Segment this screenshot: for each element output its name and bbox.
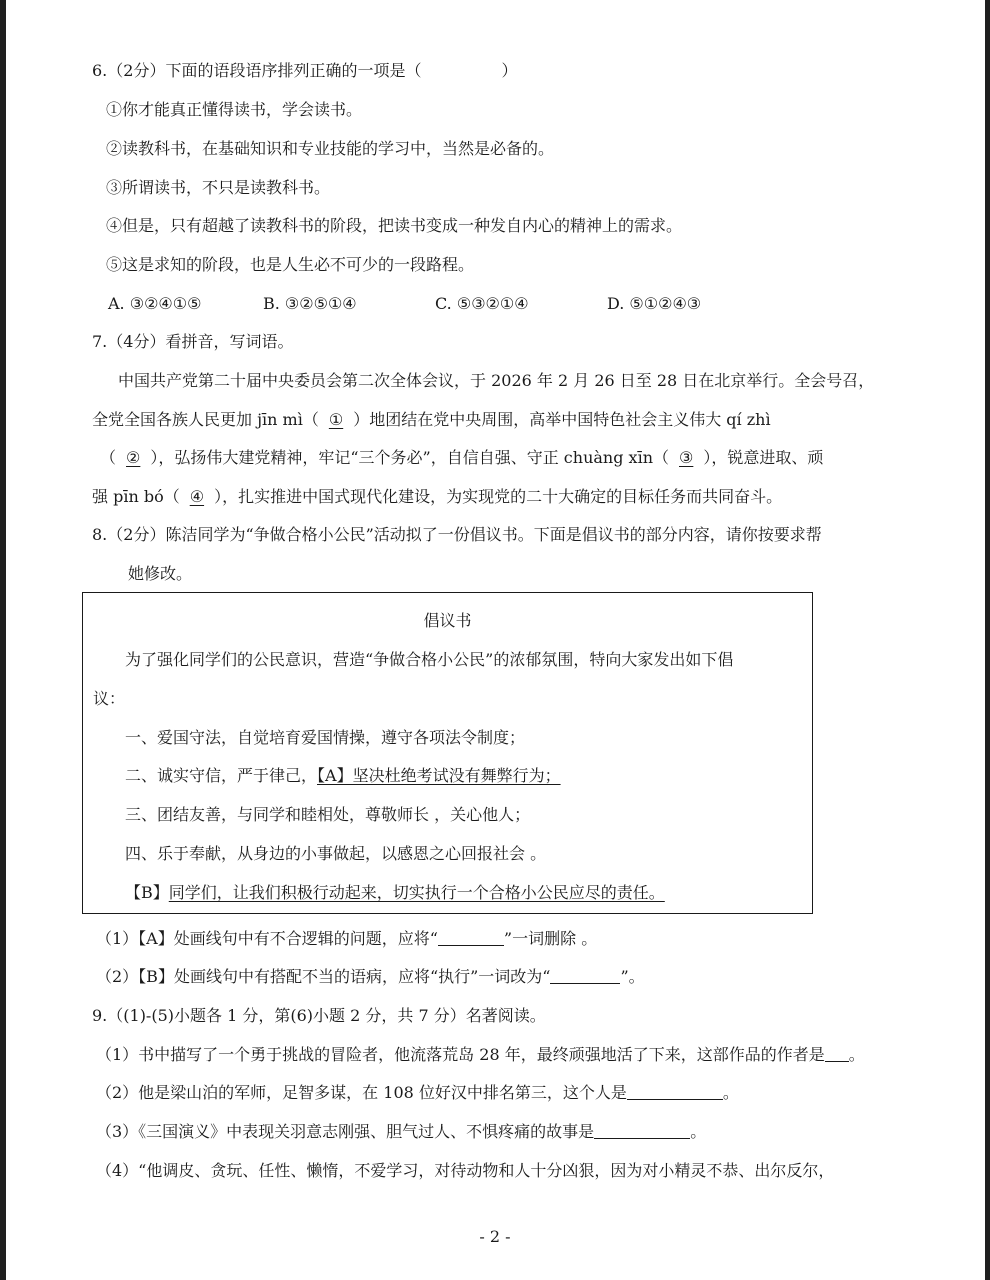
q7-blank-1: ① (328, 410, 344, 429)
q8-sub-2: （2）【B】处画线句中有搭配不当的语病，应将“执行”一词改为“ ”。 (96, 967, 645, 986)
left-scan-edge (0, 0, 6, 1280)
underlined-sentence-a: 【A】坚决杜绝考试没有舞弊行为； (317, 766, 561, 785)
q6-item-5: ⑤这是求知的阶段，也是人生必不可少的一段路程。 (106, 255, 475, 274)
q7-blank-4: ④ (189, 487, 205, 506)
q6-stem: 6.（2分）下面的语段语序排列正确的一项是（ ） (92, 61, 518, 80)
answer-blank[interactable] (594, 1122, 690, 1139)
q6-option-a: A. ③②④①⑤ (108, 294, 202, 313)
q6-option-b: B. ③②⑤①④ (263, 294, 357, 313)
proposal-point-1: 一、爱国守法，自觉培育爱国情操，遵守各项法令制度； (125, 728, 526, 747)
answer-blank[interactable] (550, 967, 620, 984)
answer-blank[interactable] (825, 1045, 849, 1062)
q6-item-2: ②读教科书，在基础知识和专业技能的学习中，当然是必备的。 (106, 139, 555, 158)
q9-sub-2: （2）他是梁山泊的军师，足智多谋，在 108 位好汉中排名第三，这个人是 。 (96, 1083, 739, 1102)
q8-sub-1: （1）【A】处画线句中有不合逻辑的问题，应将“ ”一词删除 。 (96, 929, 598, 948)
q7-line-4: 强 pīn bó（ ④ ），扎实推进中国式现代化建设，为实现党的二十大确定的目标任务而共同奋斗。 (92, 487, 783, 506)
underlined-sentence-b: 同学们，让我们积极行动起来，切实执行一个合格小公民应尽的责任。 (168, 883, 665, 902)
q7-blank-3: ③ (679, 448, 694, 467)
q9-sub-4: （4）“他调皮、贪玩、任性、懒惰，不爱学习，对待动物和人十分凶狠，因为对小精灵不恭、出尔反尔， (96, 1161, 835, 1180)
q7-stem: 7.（4分）看拼音，写词语。 (92, 332, 294, 351)
answer-blank[interactable] (438, 929, 504, 946)
q9-sub-3: （3）《三国演义》中表现关羽意志刚强、胆气过人、不惧疼痛的故事是 。 (96, 1122, 707, 1141)
q6-item-1: ①你才能真正懂得读书，学会读书。 (106, 100, 363, 119)
proposal-point-4: 四、乐于奉献，从身边的小事做起，以感恩之心回报社会 。 (125, 844, 547, 863)
q8-stem-1: 8.（2分）陈洁同学为“争做合格小公民”活动拟了一份倡议书。下面是倡议书的部分内容，请你按要求帮 (92, 525, 822, 544)
q6-item-4: ④但是，只有超越了读教科书的阶段，把读书变成一种发自内心的精神上的需求。 (106, 216, 683, 235)
proposal-intro-1: 为了强化同学们的公民意识，营造“争做合格小公民”的浓郁氛围，特向大家发出如下倡 (125, 650, 734, 669)
proposal-title: 倡议书 (423, 611, 472, 630)
q7-line-1: 中国共产党第二十届中央委员会第二次全体会议，于 2026 年 2 月 26 日至 28 日在北京举行。全会号召， (118, 371, 875, 390)
proposal-point-2: 二、诚实守信，严于律己，【A】坚决杜绝考试没有舞弊行为； (125, 766, 561, 785)
page-number: - 2 - (479, 1227, 511, 1246)
proposal-box (82, 592, 813, 914)
q7-line-3: （ ② ），弘扬伟大建党精神，牢记“三个务必”，自信自强、守正 chuàng xīn（ ③ ），锐意进取、顽 (100, 448, 824, 467)
answer-blank[interactable] (627, 1083, 723, 1100)
q9-stem: 9.（(1)-(5)小题各 1 分，第(6)小题 2 分，共 7 分）名著阅读。 (92, 1006, 546, 1025)
proposal-closing: 【B】同学们，让我们积极行动起来，切实执行一个合格小公民应尽的责任。 (125, 883, 665, 902)
proposal-intro-2: 议： (93, 689, 126, 708)
q6-option-c: C. ⑤③②①④ (435, 294, 529, 313)
q9-sub-1: （1）书中描写了一个勇于挑战的冒险者，他流落荒岛 28 年，最终顽强地活了下来，这部作品的作者是 。 (96, 1045, 865, 1064)
proposal-point-3: 三、团结友善，与同学和睦相处，尊敬师长 ，关心他人； (125, 805, 531, 824)
q6-item-3: ③所谓读书，不只是读教科书。 (106, 178, 331, 197)
q6-option-d: D. ⑤①②④③ (607, 294, 702, 313)
q7-blank-2: ② (126, 448, 141, 467)
right-scan-edge (985, 0, 990, 1280)
q8-stem-2: 她修改。 (128, 564, 193, 583)
q7-line-2: 全党全国各族人民更加 jīn mì（ ① ）地团结在党中央周围，高举中国特色社会主义伟大 qí zhì (92, 410, 771, 429)
